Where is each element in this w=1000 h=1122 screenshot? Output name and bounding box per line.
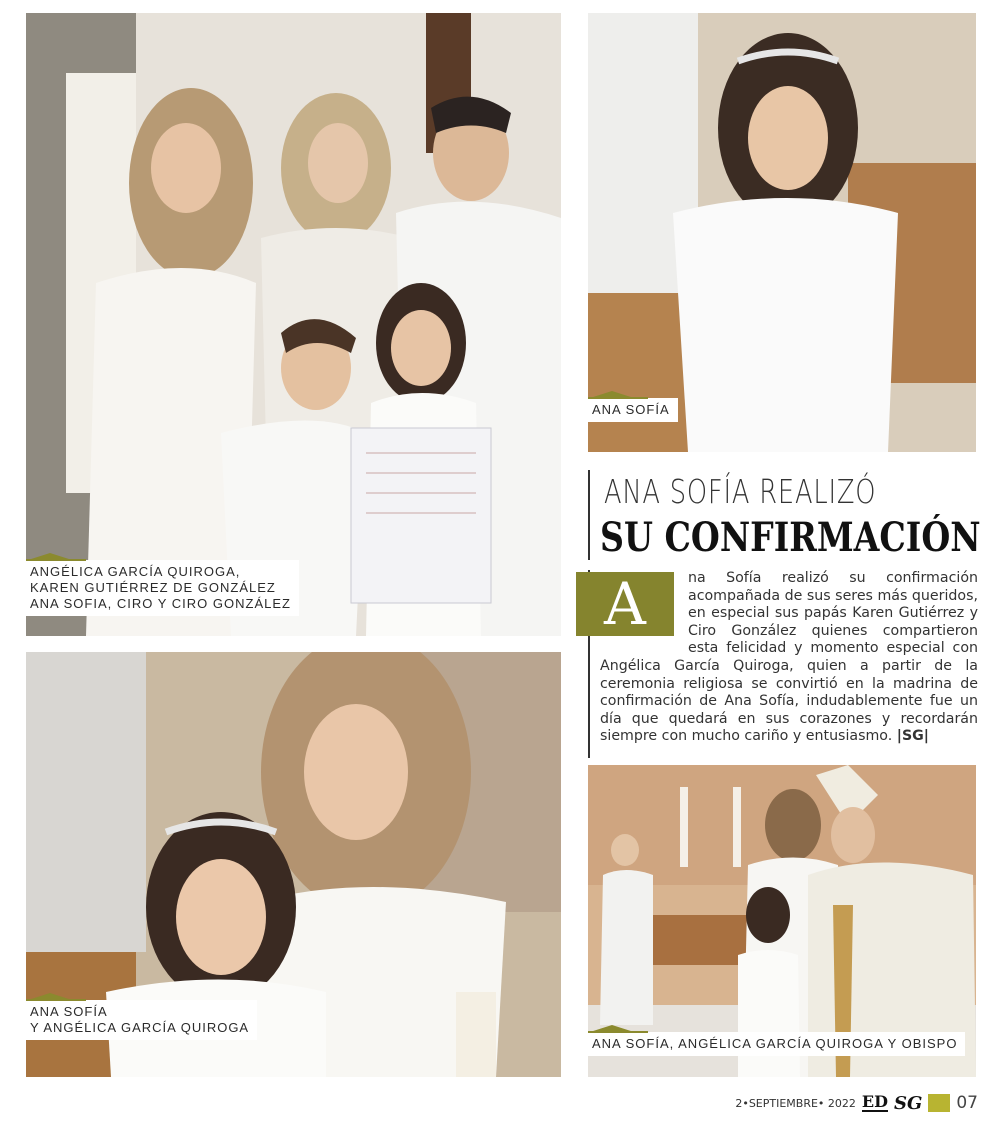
- sg-logo: SG: [893, 1092, 923, 1114]
- photo-ana-sofia: [588, 13, 976, 452]
- caption-line: ANA SOFÍA: [30, 1004, 108, 1019]
- family-photo-illustration: [26, 13, 561, 636]
- caption-ceremony-bishop: [588, 1032, 965, 1056]
- caption-line: Y ANGÉLICA GARCÍA QUIROGA: [30, 1020, 250, 1035]
- page-footer: [735, 1092, 978, 1114]
- headline-line-1: ANA SOFÍA REALIZÓ: [604, 472, 877, 511]
- caption-accent-line: [26, 999, 86, 1001]
- girl-portrait-illustration: [588, 13, 976, 452]
- caption-line: ANGÉLICA GARCÍA QUIROGA,: [30, 564, 241, 579]
- caption-line: KAREN GUTIÉRREZ DE GONZÁLEZ: [30, 580, 276, 595]
- caption-accent-line: [26, 559, 86, 561]
- caption-ana-sofia-angelica: [26, 1000, 257, 1040]
- article-paragraph: na Sofía realizó su confirmación acompañada de sus seres más queridos, en especial sus papás Karen Gutiérrez y Ciro González quienes compartieron esta felicidad y momento especial con Angélica García Quiroga, quien a partir de la ceremonia religiosa se convirtió en la madrina de confirmación de Ana Sofía, indudablemente fue un día que quedará en sus corazones y recordarán siempre con mucho cariño y entusiasmo.: [600, 570, 978, 745]
- headline-line-2: SU CONFIRMACIÓN: [600, 514, 981, 561]
- footer-date: 2•SEPTIEMBRE• 2022: [735, 1096, 856, 1110]
- caption-accent-line: [588, 397, 648, 399]
- article-headline: [588, 470, 980, 560]
- caption-line: ANA SOFIA, CIRO Y CIRO GONZÁLEZ: [30, 596, 291, 611]
- caption-line: ANA SOFÍA, ANGÉLICA GARCÍA QUIROGA Y OBISPO: [592, 1036, 958, 1051]
- caption-line: ANA SOFÍA: [592, 402, 670, 417]
- caption-family-group: [26, 560, 299, 616]
- caption-accent-line: [588, 1031, 648, 1033]
- photo-family-group: [26, 13, 561, 636]
- footer-accent-square: [928, 1094, 950, 1112]
- el-diario-logo: ED: [861, 1092, 888, 1111]
- caption-ana-sofia: [588, 398, 678, 422]
- page-number: 07: [956, 1093, 978, 1113]
- article-signature: |SG|: [896, 728, 929, 745]
- drop-cap: A: [576, 572, 674, 636]
- article-body: [588, 570, 978, 758]
